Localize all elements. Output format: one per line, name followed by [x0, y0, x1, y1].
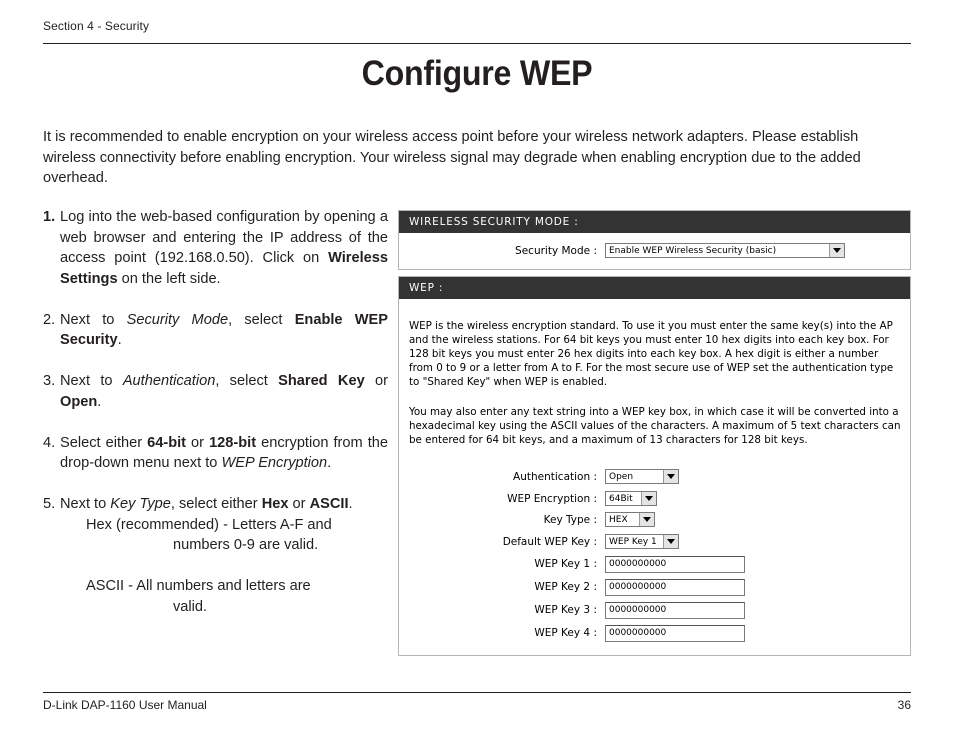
chevron-down-icon[interactable]: [641, 492, 656, 505]
step-text: encryption from the drop-down menu next to: [60, 434, 388, 471]
wep-description: WEP is the wireless encryption standard. To use it you must enter the same key(s) into the AP and the wireless stations. For 64 bit keys you must enter 10 hex digits into each key box. For 128 bit keys you must enter 26 hex digits into each key box. A hex digit is either a number from 0 to 9 or a letter from A to F. For the most secure use of WEP set the authentication type to "Shared Key" when WEP is enabled.: [409, 320, 894, 388]
page-title: Configure WEP: [361, 54, 593, 93]
step-emphasis: Shared Key: [278, 373, 365, 389]
ascii-note: [43, 576, 388, 617]
step-2: [43, 310, 388, 351]
step-text: Select either: [60, 434, 148, 451]
default-key-select[interactable]: [605, 534, 679, 549]
step-text: , select: [228, 311, 295, 328]
wep-encryption-row: [399, 491, 910, 509]
step-italic: Security Mode: [126, 311, 229, 328]
intro-paragraph: It is recommended to enable encryption on your wireless access point before your wireless network adapters. Please establish wireless connectivity before enabling encryption. Your wireless signal may degrade when enabling encryption due to the added overhead.: [43, 129, 861, 186]
step-italic: Key Type: [110, 496, 171, 512]
key-type-label: Key Type :: [543, 514, 597, 526]
authentication-label: Authentication :: [513, 471, 597, 483]
note-line: valid.: [173, 598, 208, 615]
step-text: .: [117, 332, 122, 348]
default-key-row: [399, 534, 910, 552]
security-mode-value: Enable WEP Wireless Security (basic): [609, 246, 777, 256]
authentication-row: [399, 469, 910, 487]
step-text: .: [327, 455, 332, 471]
step-text: or: [186, 434, 210, 451]
wep-key-3-input[interactable]: 0000000000: [605, 602, 745, 619]
wep-key-4-input[interactable]: 0000000000: [605, 625, 745, 642]
step-3: [43, 371, 388, 412]
footer-manual-title: D-Link DAP-1160 User Manual: [43, 698, 207, 712]
wep-key-4-label: WEP Key 4 :: [534, 627, 597, 639]
security-mode-row: [399, 243, 910, 261]
step-italic: WEP Encryption: [221, 455, 328, 471]
wep-key-1-label: WEP Key 1 :: [534, 558, 597, 570]
router-config-screenshot: [398, 210, 911, 655]
default-key-label: Default WEP Key :: [502, 536, 597, 548]
note-line: numbers 0-9 are valid.: [173, 537, 319, 553]
wep-encryption-value: 64Bit: [609, 494, 633, 504]
security-mode-bar: WIRELESS SECURITY MODE :: [399, 211, 910, 233]
wep-key-2-label: WEP Key 2 :: [534, 581, 597, 593]
wep-encryption-select[interactable]: [605, 491, 657, 506]
wep-encryption-label: WEP Encryption :: [507, 493, 597, 505]
step-emphasis: Hex: [261, 496, 289, 512]
hex-note: [43, 515, 388, 556]
step-text: Log into the web-based configuration by opening a web browser and entering the IP address of the access point (192.168.0.50). Click on: [60, 209, 388, 266]
step-text: Next to: [60, 496, 111, 512]
step-emphasis: 64-bit: [147, 434, 187, 451]
chevron-down-icon[interactable]: [663, 470, 678, 483]
step-italic: Authentication: [122, 373, 216, 389]
step-number: 2.: [43, 311, 56, 328]
wep-key-2-row: [399, 579, 910, 597]
step-emphasis: Enable WEP Security: [60, 311, 389, 348]
step-emphasis: ASCII: [309, 496, 349, 512]
step-5: [43, 494, 388, 515]
authentication-value: Open: [609, 472, 634, 482]
step-emphasis: Open: [60, 393, 98, 410]
wep-key-1-input[interactable]: 0000000000: [605, 556, 745, 573]
step-list: [43, 207, 388, 617]
step-emphasis: 128-bit: [209, 434, 257, 451]
step-1: [43, 207, 388, 289]
step-text: , select: [215, 373, 279, 389]
default-key-value: WEP Key 1: [609, 537, 657, 547]
chevron-down-icon[interactable]: [663, 535, 678, 548]
authentication-select[interactable]: [605, 469, 679, 484]
step-emphasis: Wireless Settings: [60, 250, 388, 287]
step-number: 5.: [43, 496, 56, 512]
step-text: or: [364, 373, 388, 389]
step-text: on the left side.: [117, 270, 221, 287]
wep-section: [398, 276, 911, 656]
wep-key-4-row: [399, 625, 910, 643]
wep-text-description: You may also enter any text string into a WEP key box, in which case it will be converted into a hexadecimal key using the ASCII values of the characters. A maximum of 5 text characters can be entered for 64 bit keys, and a maximum of 13 characters for 128 bit keys.: [409, 406, 901, 446]
wep-key-3-label: WEP Key 3 :: [534, 604, 597, 616]
chevron-down-icon[interactable]: [639, 513, 654, 526]
step-text: or: [288, 496, 310, 512]
step-number: 3.: [43, 373, 56, 389]
step-text: , select either: [170, 496, 262, 512]
section-label: Section 4 - Security: [43, 19, 150, 33]
wep-key-1-row: [399, 556, 910, 574]
security-mode-select[interactable]: [605, 243, 845, 258]
wep-key-3-row: [399, 602, 910, 620]
page-number: 36: [897, 698, 911, 712]
header-rule: [43, 43, 911, 44]
key-type-row: [399, 512, 910, 530]
step-text: .: [348, 496, 353, 512]
wep-key-2-input[interactable]: 0000000000: [605, 579, 745, 596]
step-text: Next to: [60, 373, 123, 389]
wep-bar: WEP :: [399, 277, 910, 299]
step-number: 1.: [43, 209, 56, 225]
chevron-down-icon[interactable]: [829, 244, 844, 257]
step-text: Next to: [60, 311, 127, 328]
security-mode-section: [398, 210, 911, 270]
step-4: [43, 433, 388, 474]
key-type-select[interactable]: [605, 512, 655, 527]
note-line: Hex (recommended) - Letters A-F and: [86, 516, 332, 533]
footer-rule: [43, 692, 911, 693]
step-text: .: [97, 393, 102, 410]
key-type-value: HEX: [609, 515, 628, 525]
note-line: ASCII - All numbers and letters are: [86, 578, 311, 594]
step-number: 4.: [43, 434, 56, 451]
security-mode-label: Security Mode :: [515, 245, 597, 257]
